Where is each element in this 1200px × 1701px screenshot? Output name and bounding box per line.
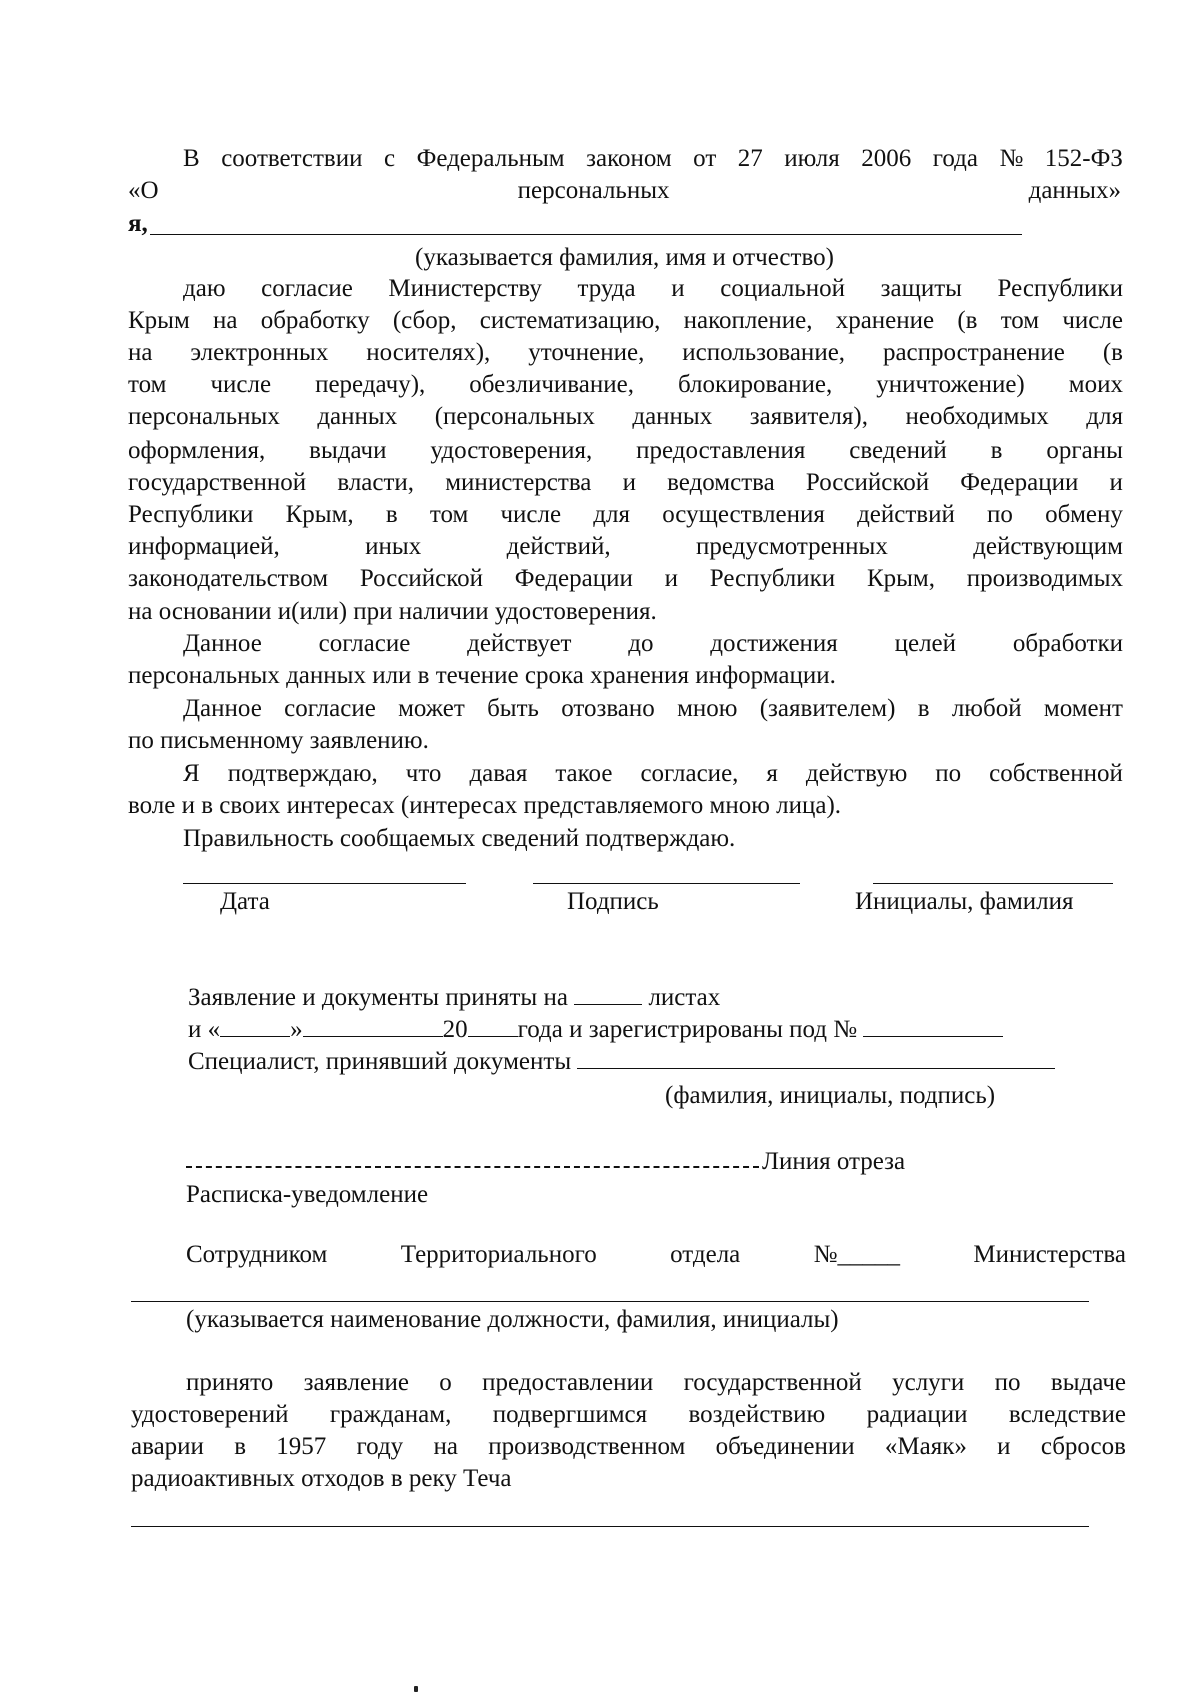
word: радиации <box>866 1401 968 1428</box>
word: носителях), <box>366 339 491 366</box>
consent-paragraph-1-line <box>128 468 1123 498</box>
word: (персональных <box>434 403 595 430</box>
word: государственной <box>128 469 307 496</box>
word: персональных <box>517 177 670 204</box>
word: оформления, <box>128 437 266 464</box>
word: персональных <box>128 403 280 430</box>
word: числе <box>210 371 272 398</box>
specialist-label: Специалист, принявший документы <box>188 1048 578 1075</box>
word: согласие <box>284 695 376 722</box>
word: министерства <box>445 469 592 496</box>
word: В <box>183 145 200 172</box>
word: защиты <box>880 275 962 302</box>
fio-hint: (указывается фамилия, имя и отчество) <box>415 244 834 271</box>
date-prefix: и « <box>188 1016 221 1043</box>
consent-paragraph-1-line <box>128 306 1123 336</box>
word: Республики <box>128 501 254 528</box>
word: Федерации <box>514 565 633 592</box>
receipt-paragraph-last: радиоактивных отходов в реку Теча <box>131 1465 512 1492</box>
word: для <box>593 501 630 528</box>
word: ведомства <box>667 469 775 496</box>
word: такое <box>555 760 613 787</box>
word: от <box>693 145 717 172</box>
word: государственной <box>683 1369 862 1396</box>
word: для <box>1086 403 1123 430</box>
word: гражданам, <box>329 1401 452 1428</box>
word: может <box>398 695 465 722</box>
consent-paragraph-3-last: по письменному заявлению. <box>128 727 429 754</box>
word: быть <box>487 695 539 722</box>
word: согласие, <box>640 760 739 787</box>
word: электронных <box>190 339 329 366</box>
date-field-line[interactable] <box>183 883 466 884</box>
word: (сбор, <box>392 307 457 334</box>
word: году <box>356 1433 404 1460</box>
word: выдаче <box>1050 1369 1126 1396</box>
word: давая <box>469 760 528 787</box>
word: органы <box>1046 437 1123 464</box>
word: принято <box>186 1369 274 1396</box>
word: услуги <box>892 1369 965 1396</box>
word: хранение <box>835 307 935 334</box>
receipt-bottom-line[interactable] <box>131 1526 1089 1527</box>
word: любой <box>951 695 1022 722</box>
word: Российской <box>359 565 484 592</box>
word: данных <box>632 403 713 430</box>
word: до <box>628 630 654 657</box>
day-field[interactable] <box>220 1036 290 1037</box>
word: систематизацию, <box>479 307 661 334</box>
word: и <box>671 275 685 302</box>
consent-confirmation: Правильность сообщаемых сведений подтверждаю. <box>183 825 736 852</box>
date-quote-close: » <box>290 1016 303 1043</box>
word: предоставления <box>636 437 806 464</box>
word: действую <box>805 760 908 787</box>
word: №_____ <box>813 1241 900 1268</box>
word: с <box>383 145 396 172</box>
word: том <box>429 501 469 528</box>
word: обработки <box>1012 630 1123 657</box>
word: собственной <box>989 760 1123 787</box>
word: Крым, <box>866 565 935 592</box>
consent-paragraph-4-line <box>183 759 1123 789</box>
word: «О <box>128 177 159 204</box>
word: удостоверения, <box>430 437 593 464</box>
word: на <box>128 339 153 366</box>
word: на <box>433 1433 458 1460</box>
word: распространение <box>882 339 1065 366</box>
word: в <box>234 1433 247 1460</box>
word: воздействию <box>688 1401 826 1428</box>
receipt-position-hint: (указывается наименование должности, фамилия, инициалы) <box>186 1306 839 1333</box>
consent-law-title-line <box>128 176 1121 206</box>
word: и <box>664 565 679 592</box>
word: Крым, <box>285 501 354 528</box>
word: заявителя), <box>749 403 868 430</box>
registered-under-text: года и зарегистрированы под № <box>517 1016 864 1043</box>
word: Российской <box>805 469 930 496</box>
specialist-field[interactable] <box>577 1068 1055 1069</box>
word: по <box>935 760 962 787</box>
registration-sheets-line <box>188 983 720 1013</box>
word: социальной <box>720 275 846 302</box>
word: уничтожение) <box>876 371 1025 398</box>
consent-paragraph-1-line <box>128 370 1123 400</box>
word: я <box>766 760 778 787</box>
word: 27 <box>737 145 763 172</box>
word: заявление <box>303 1369 409 1396</box>
word: 2006 <box>861 145 912 172</box>
name-field-line[interactable] <box>873 883 1113 884</box>
consent-paragraph-2-line <box>183 629 1123 659</box>
word: (в <box>957 307 978 334</box>
word: данных» <box>1028 177 1121 204</box>
word: Республики <box>997 275 1123 302</box>
receipt-position-field-line[interactable] <box>131 1301 1089 1302</box>
word: Крым <box>128 307 190 334</box>
word: № <box>999 145 1024 172</box>
word: на <box>213 307 238 334</box>
word: числе <box>1062 307 1123 334</box>
word: и <box>622 469 636 496</box>
word: достижения <box>710 630 838 657</box>
consent-paragraph-2-last: персональных данных или в течение срока хранения информации. <box>128 662 836 689</box>
consent-paragraph-1-line <box>128 436 1123 466</box>
word: целей <box>894 630 957 657</box>
word: передачу), <box>315 371 426 398</box>
word: 152-ФЗ <box>1044 145 1123 172</box>
signature-label: Подпись <box>567 888 659 915</box>
consent-paragraph-1-line <box>183 274 1123 304</box>
date-label: Дата <box>220 888 270 915</box>
word: (заявителем) <box>759 695 896 722</box>
signature-field-line[interactable] <box>533 883 800 884</box>
word: данных <box>317 403 398 430</box>
scan-speck <box>414 1686 418 1692</box>
word: том <box>1000 307 1040 334</box>
receipt-employee-line <box>186 1240 1126 1270</box>
consent-paragraph-4-last: воле и в своих интересах (интересах представляемого мною лица). <box>128 792 842 819</box>
word: действует <box>467 630 572 657</box>
sheets-count-field[interactable] <box>574 1004 642 1005</box>
word: обезличивание, <box>469 371 634 398</box>
word: действующим <box>973 533 1123 560</box>
word: в <box>990 437 1003 464</box>
word: и <box>997 1433 1011 1460</box>
word: и <box>1109 469 1123 496</box>
fio-field-line <box>150 234 1022 235</box>
word: года <box>932 145 978 172</box>
word: что <box>405 760 442 787</box>
word: власти, <box>337 469 415 496</box>
consent-paragraph-1-line <box>128 500 1123 530</box>
ya-label: я, <box>128 210 148 237</box>
word: законом <box>586 145 672 172</box>
month-field[interactable] <box>303 1036 443 1037</box>
receipt-paragraph-line <box>131 1400 1126 1430</box>
word: действий, <box>506 533 611 560</box>
word: использование, <box>682 339 846 366</box>
cut-dashed-line <box>186 1166 759 1168</box>
word: накопление, <box>683 307 813 334</box>
word: Данное <box>183 695 262 722</box>
word: сведений <box>849 437 947 464</box>
word: аварии <box>131 1433 204 1460</box>
word: «Маяк» <box>884 1433 967 1460</box>
word: обмену <box>1045 501 1123 528</box>
word: удостоверений <box>131 1401 289 1428</box>
word: сбросов <box>1040 1433 1126 1460</box>
specialist-line <box>188 1047 1055 1077</box>
word: отдела <box>670 1241 741 1268</box>
year-field[interactable] <box>468 1036 518 1037</box>
word: предусмотренных <box>695 533 888 560</box>
consent-paragraph-1-line <box>128 564 1123 594</box>
initials-surname-label: Инициалы, фамилия <box>855 888 1074 915</box>
consent-intro-line <box>183 144 1123 174</box>
registration-number-field[interactable] <box>863 1036 1003 1037</box>
word: информацией, <box>128 533 280 560</box>
word: предоставлении <box>482 1369 654 1396</box>
word: Федеральным <box>416 145 565 172</box>
word: Сотрудником <box>186 1241 328 1268</box>
word: производственном <box>488 1433 686 1460</box>
registration-sheets-text: Заявление и документы приняты на <box>188 984 575 1011</box>
consent-paragraph-1-line <box>128 402 1123 432</box>
consent-paragraph-3-line <box>183 694 1123 724</box>
word: о <box>439 1369 452 1396</box>
word: (в <box>1102 339 1123 366</box>
word: том <box>128 371 167 398</box>
word: Республики <box>709 565 836 592</box>
word: соответствии <box>221 145 363 172</box>
word: Федерации <box>960 469 1079 496</box>
receipt-paragraph-line <box>131 1432 1126 1462</box>
word: уточнение, <box>528 339 645 366</box>
word: выдачи <box>309 437 387 464</box>
word: Министерству <box>388 275 542 302</box>
word: необходимых <box>905 403 1049 430</box>
word: по <box>994 1369 1021 1396</box>
word: объединении <box>715 1433 855 1460</box>
word: согласие <box>318 630 411 657</box>
word: Территориального <box>400 1241 597 1268</box>
cut-line-label: Линия отреза <box>762 1148 906 1175</box>
year-prefix: 20 <box>442 1016 468 1043</box>
word: мною <box>677 695 738 722</box>
registration-date-line <box>188 1015 1003 1045</box>
word: моих <box>1068 371 1123 398</box>
word: июля <box>784 145 840 172</box>
word: законодательством <box>128 565 329 592</box>
word: Данное <box>183 630 262 657</box>
word: производимых <box>966 565 1123 592</box>
specialist-hint: (фамилия, инициалы, подпись) <box>665 1082 996 1109</box>
word: по <box>987 501 1013 528</box>
word: числе <box>500 501 562 528</box>
word: труда <box>577 275 636 302</box>
word: блокирование, <box>677 371 833 398</box>
word: осуществления <box>662 501 825 528</box>
word: в <box>917 695 930 722</box>
word: отозвано <box>561 695 655 722</box>
word: подтверждаю, <box>227 760 378 787</box>
word: вследствие <box>1008 1401 1126 1428</box>
consent-paragraph-1-line <box>128 532 1123 562</box>
word: согласие <box>261 275 353 302</box>
receipt-title: Расписка-уведомление <box>186 1181 429 1208</box>
consent-paragraph-1-line <box>128 338 1123 368</box>
registration-sheets-suffix: листах <box>642 984 721 1011</box>
word: даю <box>183 275 226 302</box>
word: 1957 <box>276 1433 327 1460</box>
word: иных <box>365 533 422 560</box>
word: Я <box>183 760 200 787</box>
word: в <box>385 501 398 528</box>
word: действий <box>857 501 955 528</box>
receipt-paragraph-line <box>186 1368 1126 1398</box>
word: момент <box>1043 695 1123 722</box>
word: обработку <box>260 307 370 334</box>
word: Министерства <box>973 1241 1126 1268</box>
word: подвергшимся <box>492 1401 648 1428</box>
consent-paragraph-1-last: на основании и(или) при наличии удостоверения. <box>128 598 657 625</box>
